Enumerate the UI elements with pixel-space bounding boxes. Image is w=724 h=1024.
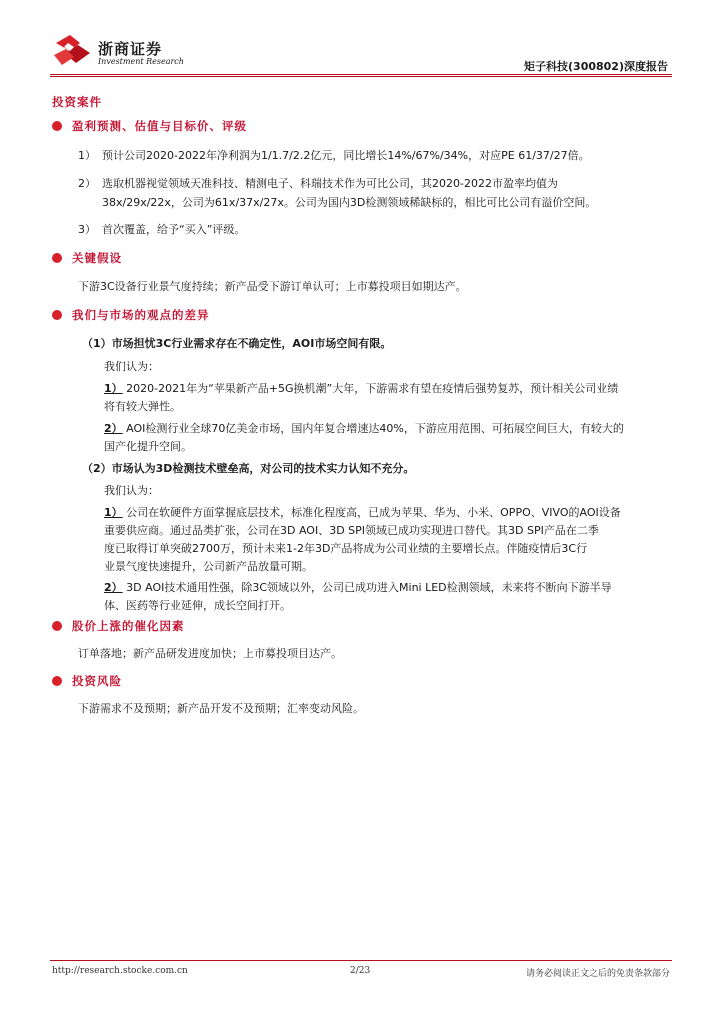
point-text: AOI检测行业全球70亿美金市场，国内年复合增速达40%，下游应用范围、可拓展空间巨大，有较大的 xyxy=(126,422,624,435)
heading-text: 我们与市场的观点的差异 xyxy=(72,308,210,322)
heading-key-assumptions xyxy=(52,250,122,266)
point-number: 2） xyxy=(104,581,123,594)
view-1-point-2-cont: 国产化提升空间。 xyxy=(104,440,192,453)
point-number: 1） xyxy=(104,382,123,395)
item-text: 预计公司2020-2022年净利润为1/1.7/2.2亿元，同比增长14%/67%/34%，对应PE 61/37/27倍。 xyxy=(102,149,590,162)
point-text: 3D AOI技术通用性强，除3C领域以外，公司已成功进入Mini LED检测领域，未来将不断向下游半导 xyxy=(126,581,612,594)
bullet-icon xyxy=(52,621,62,631)
footer-url[interactable]: http://research.stocke.com.cn xyxy=(52,966,188,976)
forecast-item-2-cont: 38x/29x/22x，公司为61x/37x/27x。公司为国内3D检测领域稀缺标的，相比可比公司有溢价空间。 xyxy=(102,196,597,209)
header-divider-secondary xyxy=(50,76,672,77)
forecast-item-3 xyxy=(78,220,245,239)
item-text: 首次覆盖，给予“买入”评级。 xyxy=(102,223,246,236)
forecast-item-2 xyxy=(78,174,558,193)
view-2-point-2 xyxy=(104,578,612,597)
catalysts-text: 订单落地；新产品研发进度加快；上市募投项目达产。 xyxy=(78,647,342,660)
view-2-point-1-cont-1: 重要供应商。通过品类扩张，公司在3D AOI、3D SPI领域已成功实现进口替代。其3D SPI产品在二季 xyxy=(104,524,599,537)
footer-disclaimer: 请务必阅读正文之后的免责条款部分 xyxy=(525,969,670,979)
bullet-icon xyxy=(52,310,62,320)
risk-text: 下游需求不及预期；新产品开发不及预期；汇率变动风险。 xyxy=(78,702,364,715)
header-divider xyxy=(50,74,672,75)
view-2-point-2-cont: 体、医药等行业延伸，成长空间打开。 xyxy=(104,599,291,612)
heading-investment-risk xyxy=(52,673,122,689)
heading-earnings-forecast xyxy=(52,118,247,134)
brand-subtitle: Investment Research xyxy=(98,57,184,66)
view-2-point-1 xyxy=(104,503,621,522)
page-number: 2/23 xyxy=(350,966,371,976)
market-concern-1: （1）市场担忧3C行业需求存在不确定性，AOI市场空间有限。 xyxy=(82,337,392,350)
heading-text: 股价上涨的催化因素 xyxy=(72,619,185,633)
bullet-icon xyxy=(52,253,62,263)
point-text: 公司在软硬件方面掌握底层技术，标准化程度高，已成为苹果、华为、小米、OPPO、VIVO的AOI设备 xyxy=(126,506,621,519)
bullet-icon xyxy=(52,676,62,686)
item-text: 选取机器视觉领域天准科技、精测电子、科瑞技术作为可比公司，其2020-2022市盈率均值为 xyxy=(102,177,558,190)
our-view-label-1: 我们认为： xyxy=(104,360,159,373)
point-number: 1） xyxy=(104,506,123,519)
item-number: 3） xyxy=(78,223,96,236)
report-title: 矩子科技(300802)深度报告 xyxy=(524,60,668,73)
view-2-point-1-cont-2: 度已取得订单突破2700万，预计未来1-2年3D产品将成为公司业绩的主要增长点。伴随疫情后3C行 xyxy=(104,542,588,555)
item-number: 1） xyxy=(78,149,96,162)
market-concern-2: （2）市场认为3D检测技术壁垒高，对公司的技术实力认知不充分。 xyxy=(82,462,415,475)
view-2-point-1-cont-3: 业景气度快速提升，公司新产品放量可期。 xyxy=(104,560,313,573)
key-assumptions-text: 下游3C设备行业景气度持续；新产品受下游订单认可；上市募投项目如期达产。 xyxy=(78,280,467,293)
bullet-icon xyxy=(52,121,62,131)
view-1-point-1-cont: 将有较大弹性。 xyxy=(104,400,181,413)
view-1-point-1 xyxy=(104,379,618,398)
heading-text: 关键假设 xyxy=(72,251,122,265)
our-view-label-2: 我们认为： xyxy=(104,484,159,497)
heading-view-difference xyxy=(52,307,210,323)
section-title: 投资案件 xyxy=(52,95,102,109)
heading-text: 盈利预测、估值与目标价、评级 xyxy=(72,119,247,133)
point-number: 2） xyxy=(104,422,123,435)
zheshang-logo-icon xyxy=(50,33,94,69)
view-1-point-2 xyxy=(104,419,624,438)
point-text: 2020-2021年为“苹果新产品+5G换机潮”大年，下游需求有望在疫情后强势复苏，预计相关公司业绩 xyxy=(126,382,619,395)
item-number: 2） xyxy=(78,177,96,190)
page-header xyxy=(0,0,724,80)
heading-text: 投资风险 xyxy=(72,674,122,688)
heading-catalysts xyxy=(52,618,185,634)
footer-divider xyxy=(50,960,672,961)
forecast-item-1 xyxy=(78,146,590,165)
brand-name: 浙商证券 xyxy=(98,40,163,58)
